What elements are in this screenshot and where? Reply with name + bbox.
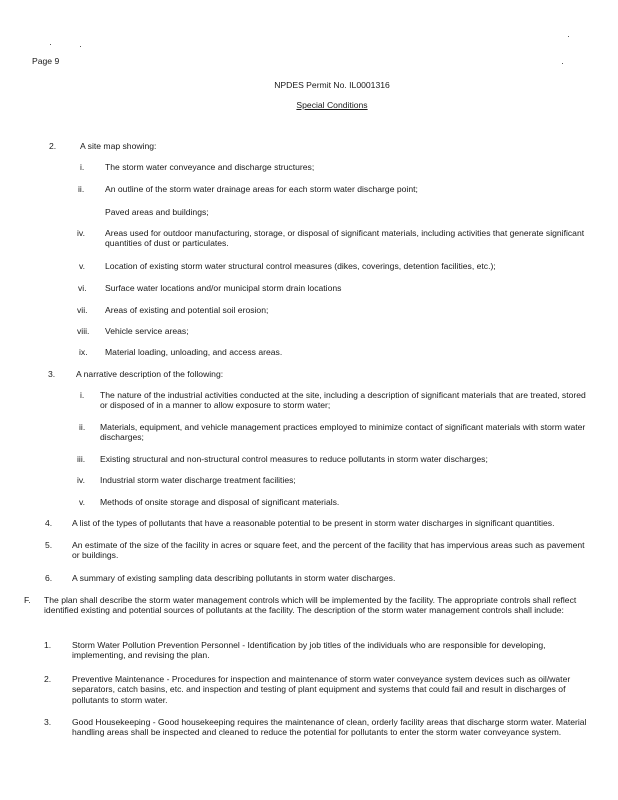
roman-numeral: i. — [80, 390, 85, 400]
list-item-text: Materials, equipment, and vehicle management practices employed to minimize contact of significant materials with storm water discharges; — [100, 422, 586, 443]
list-item-text: Vehicle service areas; — [105, 326, 189, 336]
roman-numeral: vi. — [78, 283, 87, 293]
item-title: A narrative description of the following: — [76, 369, 224, 379]
list-item-text: Industrial storm water discharge treatment facilities; — [100, 475, 296, 485]
item-text: Preventive Maintenance - Procedures for inspection and maintenance of storm water conveyance system devices such as oil/water separators, catch basins, etc. and inspection and testing of plant equipment and systems that could fail and result in discharges of pollutants to storm water. — [72, 674, 571, 705]
scan-speck — [568, 36, 569, 37]
permit-number: NPDES Permit No. IL0001316 — [274, 80, 390, 90]
item-number: 4. — [45, 518, 53, 528]
roman-numeral: ii. — [78, 184, 85, 194]
roman-numeral: viii. — [77, 326, 90, 336]
item-text: Good Housekeeping - Good housekeeping requires the maintenance of clean, orderly facility areas that discharge storm water. Material handling areas shall be inspected and cleaned to reduce the potential for pollutants to enter the storm water conveyance system. — [72, 717, 587, 738]
item-number: 3. — [48, 369, 56, 379]
item-title: A site map showing: — [80, 141, 157, 151]
roman-numeral: v. — [79, 497, 86, 507]
section-text: The plan shall describe the storm water management controls which will be implemented by the facility. The appropriate controls shall reflect identified existing and potential sources of pollutants at the facility. The description of the storm water management controls shall include: — [44, 595, 577, 616]
item-number: 5. — [45, 540, 53, 550]
list-item-text: Material loading, unloading, and access areas. — [105, 347, 283, 357]
section-title: Special Conditions — [296, 100, 368, 110]
item-text: Storm Water Pollution Prevention Personnel - Identification by job titles of the individuals who are responsible for developing, implementing, and revising the plan. — [72, 640, 546, 661]
list-item-text: The storm water conveyance and discharge structures; — [105, 162, 315, 172]
list-item-text: Methods of onsite storage and disposal of significant materials. — [100, 497, 340, 507]
list-item-text: Surface water locations and/or municipal storm drain locations — [105, 283, 342, 293]
page-label: Page 9 — [32, 56, 60, 66]
roman-numeral: ii. — [79, 422, 86, 432]
scan-speck — [80, 46, 81, 47]
item-text: A summary of existing sampling data describing pollutants in storm water discharges. — [72, 573, 396, 583]
list-item-text: Areas of existing and potential soil erosion; — [105, 305, 269, 315]
item-number: 2. — [44, 674, 52, 684]
roman-numeral: iii. — [77, 454, 86, 464]
roman-numeral: iii. — [78, 207, 87, 217]
roman-numeral: v. — [79, 261, 86, 271]
list-item-text: An outline of the storm water drainage areas for each storm water discharge point; — [105, 184, 418, 194]
item-number: 6. — [45, 573, 53, 583]
item-number: 3. — [44, 717, 52, 727]
item-text: An estimate of the size of the facility in acres or square feet, and the percent of the facility that has impervious areas such as pavement or buildings. — [72, 540, 585, 561]
scan-speck — [562, 63, 563, 64]
roman-numeral: iv. — [77, 475, 85, 485]
item-number: 2. — [49, 141, 57, 151]
list-item-text: Location of existing storm water structural control measures (dikes, coverings, detention facilities, etc.); — [105, 261, 496, 271]
list-item-text: Areas used for outdoor manufacturing, storage, or disposal of significant materials, including activities that generate significant quantities of dust or particulates. — [105, 228, 585, 249]
roman-numeral: ix. — [79, 347, 88, 357]
item-text: A list of the types of pollutants that have a reasonable potential to be present in storm water discharges in significant quantities. — [72, 518, 555, 528]
section-letter: F. — [24, 595, 31, 605]
list-item-text: Paved areas and buildings; — [105, 207, 209, 217]
roman-numeral: i. — [80, 162, 85, 172]
list-item-text: The nature of the industrial activities conducted at the site, including a description of significant materials that are treated, stored or disposed of in a manner to allow exposure to storm water; — [100, 390, 586, 411]
list-item-text: Existing structural and non-structural control measures to reduce pollutants in storm water discharges; — [100, 454, 488, 464]
item-number: 1. — [44, 640, 52, 650]
scan-speck — [50, 44, 51, 45]
roman-numeral: vii. — [77, 305, 88, 315]
roman-numeral: iv. — [77, 228, 85, 238]
